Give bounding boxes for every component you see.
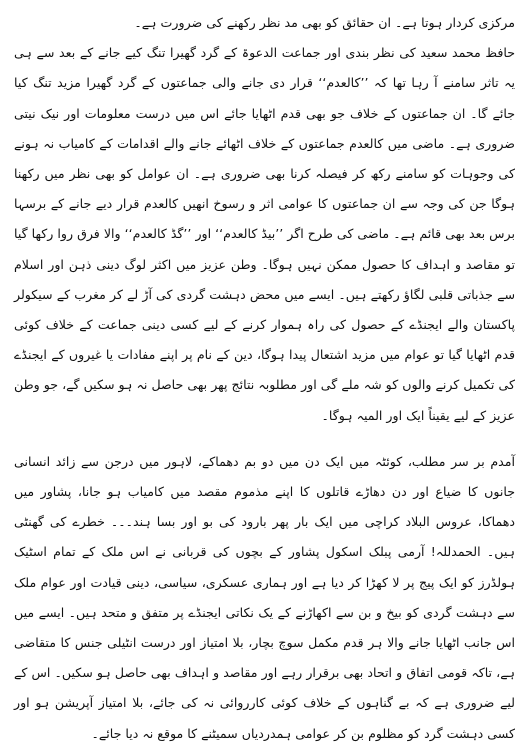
paragraph-spacer [14, 431, 515, 447]
article-paragraph-intro: مرکزی کردار ہوتا ہے۔ ان حقائق کو بھی مد نظر رکھنے کی ضرورت ہے۔ [134, 15, 515, 30]
article-paragraph-conclusion: آمدم بر سر مطلب، کوئٹہ میں ایک دن میں دو بم دھماکے، لاہور میں درجن سے زائد انسانی جانوں کا ضیاع اور دن دھاڑے قاتلوں کا اپنے مذموم مقصد میں کامیاب ہو جانا، پشاور میں دھماکا، عروس البلاد کراچی میں ایک بار پھر بارود کی بو اور بسا ہند۔۔۔ خطرے کی گھنٹی ہیں۔ الحمدللہ! آرمی پبلک اسکول پشاور کے بچوں کی قربانی نے اس ملک کے تمام اسٹیک ہولڈرز کو ایک پیج پر لا کھڑا کر دیا ہے اور ہماری عسکری، سیاسی، دینی قیادت اور عوام ملک سے دہشت گردی کو بیخ و بن سے اکھاڑنے کے یک نکاتی ایجنڈے پر متفق و متحد ہیں۔ ایسے میں اس جانب اٹھایا جانے والا ہر قدم مکمل سوچ بچار، بلا امتیاز اور درست انٹیلی جنس کا متقاضی ہے، تاکہ قومی اتفاق و اتحاد بھی برقرار رہے اور مقاصد و اہداف بھی حاصل ہو سکیں۔ اس کے لیے ضروری ہے کہ بے گناہوں کے خلاف کوئی کارروائی نہ کی جائے، بلا امتیاز آپریشن ہو اور کسی دہشت گرد کو مظلوم بن کر عوامی ہمدردیاں سمیٹنے کا موقع نہ دیا جائے۔ [14, 453, 515, 741]
article-paragraph-banned-groups: حافظ محمد سعید کی نظر بندی اور جماعت الدعوۃ کے گرد گھیرا تنگ کیے جانے کے بعد سے ہی یہ تاثر سامنے آ رہا تھا کہ ’’کالعدم‘‘ قرار دی جانے والی جماعتوں کے گرد گھیرا مزید تنگ کیا جائے گا۔ ان جماعتوں کے خلاف جو بھی قدم اٹھایا جائے اس میں درست معلومات اور نیک نیتی ضروری ہے۔ ماضی میں کالعدم جماعتوں کے خلاف اٹھائے جانے والے اقدامات کے کامیاب نہ ہونے کی وجوہات کو سامنے رکھ کر فیصلہ کرنا بھی ضروری ہے۔ ان عوامل کو بھی نظر میں رکھنا ہوگا جن کی وجہ سے ان جماعتوں کا عوامی اثر و رسوخ انھیں کالعدم قرار دیے جانے کے برسہا برس بعد بھی قائم ہے۔ ماضی کی طرح اگر ’’بیڈ کالعدم‘‘ اور ’’گڈ کالعدم‘‘ والا فرق روا رکھا گیا تو مقاصد و اہداف کا حصول ممکن نہیں ہوگا۔ وطن عزیز میں اکثر لوگ دینی ذہن اور اسلام سے جذباتی قلبی لگاؤ رکھتے ہیں۔ ایسے میں محض دہشت گردی کی آڑ لے کر مغرب کے سیکولر پاکستان والے ایجنڈے کے حصول کی راہ ہموار کرنے کے لیے کسی دینی جماعت کے خلاف کوئی قدم اٹھایا گیا تو عوام میں مزید اشتعال پیدا ہوگا، دین کے نام پر اپنے مفادات یا غیروں کے ایجنڈے کی تکمیل کرنے والوں کو شہ ملے گی اور مطلوبہ نتائج پھر بھی حاصل نہ ہو سکیں گے، جو وطن عزیز کے لیے یقیناً ایک اور المیہ ہوگا۔ [14, 45, 515, 423]
